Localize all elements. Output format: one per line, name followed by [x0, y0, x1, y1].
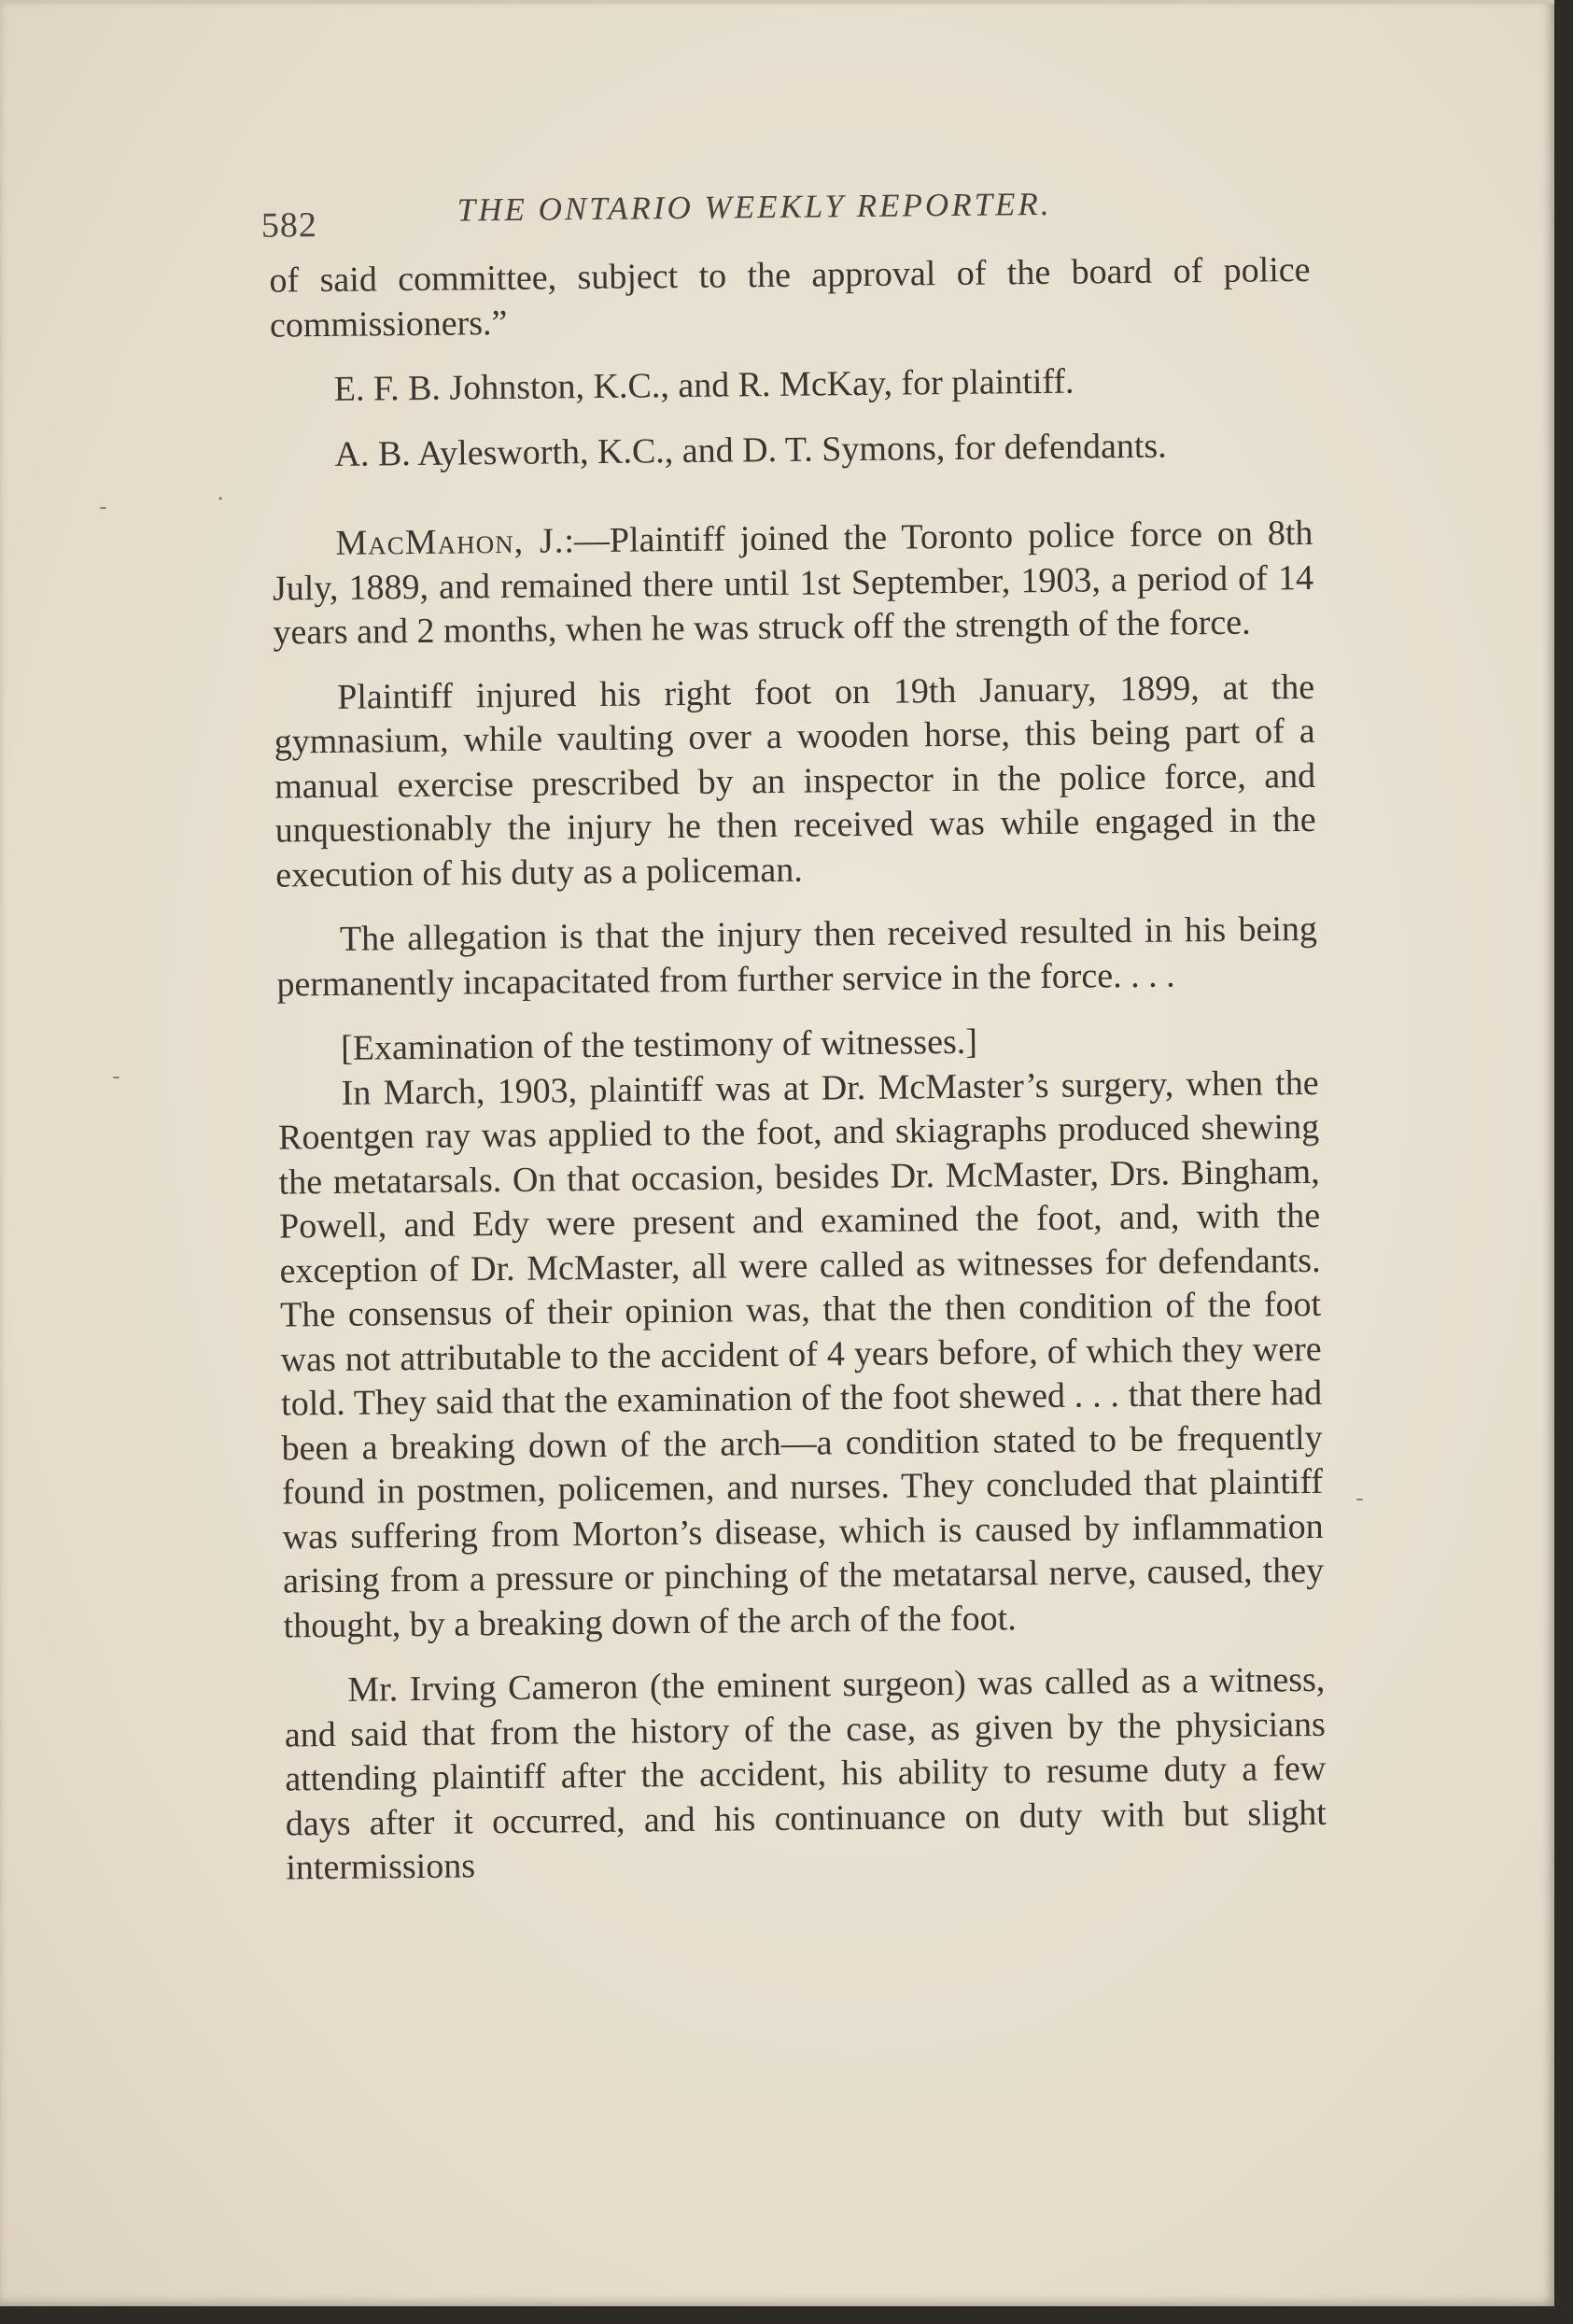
body-text: [269, 248, 1327, 1891]
paragraph-counsel-defendants: A. B. Aylesworth, K.C., and D. T. Symons, for defendants.: [334, 426, 1167, 474]
margin-speck: ·: [217, 486, 225, 514]
paragraph-editorial-note: [Examination of the testimony of witnesses.]: [340, 1021, 978, 1068]
paragraph-allegation: The allegation is that the injury then received resulted in his being permanently incapacitated from further service in the force. . . .: [276, 908, 1318, 1005]
running-title: THE ONTARIO WEEKLY REPORTER.: [456, 185, 1052, 229]
margin-speck: -: [99, 493, 107, 521]
margin-speck: -: [112, 1063, 120, 1091]
margin-speck: -: [1355, 1485, 1364, 1513]
paragraph-judgment-opening: [272, 512, 1313, 655]
paragraph-injury-facts: Plaintiff injured his right foot on 19th January, 1899, at the gymnasium, while vaulting over a wooden horse, this being part of a manual exercise prescribed by an inspector in the police force, and unquestionably the injury he then received was while engaged in the execution of his duty as a policeman.: [274, 667, 1316, 895]
paragraph-medical-examination: In March, 1903, plaintiff was at Dr. McMaster’s surgery, when the Roentgen ray was applied to the foot, and skiagraphs produced shewing the metatarsals. On that occasion, besides Dr. McMaster, Drs. Bingham, Powell, and Edy were present and examined the foot, and, with the exception of Dr. McMaster, all were called as witnesses for defendants. The consensus of their opinion was, that the then condition of the foot was not attributable to the accident of 4 years before, of which they were told. They said that the examination of the foot shewed . . . that there had been a breaking down of the arch—a condition stated to be frequently found in postmen, policemen, and nurses. They concluded that plaintiff was suffering from Morton’s disease, which is caused by inflammation arising from a pressure or pinching of the metatarsal nerve, caused, they thought, by a breaking down of the arch of the foot.: [277, 1063, 1325, 1646]
page-number: 582: [260, 205, 318, 246]
paragraph-cameron-testimony: Mr. Irving Cameron (the eminent surgeon) was called as a witness, and said that from the history of the case, as given by the physicians attending plaintiff after the accident, his ability to resume duty a few days after it occurred, and his continuance on duty with but slight intermissions: [284, 1659, 1327, 1888]
judgment-opening-text: :—Plaintiff joined the Toronto police force on 8th July, 1889, and remained there until 1st September, 1903, a period of 14 years and 2 months, when he was struck off the strength of the force.: [272, 513, 1314, 653]
running-header: [261, 184, 1196, 249]
paragraph-committee-approval: of said committee, subject to the approval of the board of police commissioners.”: [269, 249, 1311, 345]
judge-name: MacMahon, J.: [335, 521, 565, 563]
paragraph-counsel-plaintiff: E. F. B. Johnston, K.C., and R. McKay, for plaintiff.: [333, 361, 1074, 409]
